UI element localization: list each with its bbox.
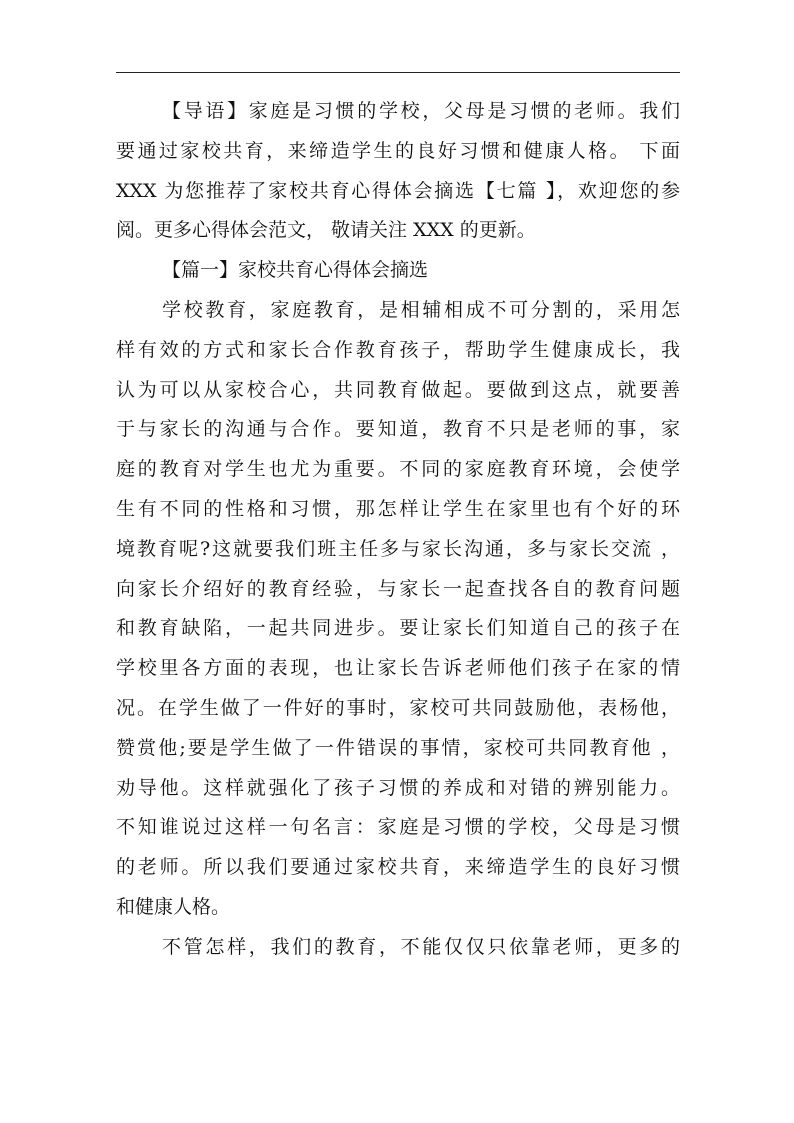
text-line: 向家长介绍好的教育经验，与家长一起查找各自的教育问题	[116, 577, 680, 600]
text-line: 生有不同的性格和习惯，那怎样让学生在家里也有个好的环	[116, 497, 680, 520]
text-line: 和健康人格。	[116, 895, 231, 918]
text-line: 【导语】家庭是习惯的学校，父母是习惯的老师。我们	[162, 100, 680, 122]
text-line: 于与家长的沟通与合作。要知道，教育不只是老师的事，家	[116, 418, 680, 441]
document-body	[116, 92, 680, 968]
text-line: 庭的教育对学生也尤为重要。不同的家庭教育环境，会使学	[116, 458, 680, 481]
text-line: 劝导他。这样就强化了孩子习惯的养成和对错的辨别能力。	[116, 776, 680, 799]
text-line: 学校里各方面的表现，也让家长告诉老师他们孩子在家的情	[116, 657, 680, 680]
text-line: 赞赏他;要是学生做了一件错误的事情，家校可共同教育他 ，	[116, 736, 680, 759]
text-line: 学校教育，家庭教育，是相辅相成不可分割的，采用怎	[162, 298, 680, 321]
text-line: 和教育缺陷，一起共同进步。要让家长们知道自己的孩子在	[116, 617, 680, 640]
text-line: 认为可以从家校合心，共同教育做起。要做到这点，就要善	[116, 378, 680, 401]
text-line: 况。在学生做了一件好的事时，家校可共同鼓励他，表杨他，	[116, 696, 680, 719]
text-line: 不知谁说过这样一句名言：家庭是习惯的学校，父母是习惯	[116, 816, 680, 839]
text-line: 的老师。所以我们要通过家校共育，来缔造学生的良好习惯	[116, 856, 680, 879]
text-line: XXX 为您推荐了家校共育心得体会摘选【七篇 】，欢迎您的参	[116, 179, 680, 202]
text-line: 阅。更多心得体会范文， 敬请关注 XXX 的更新。	[116, 219, 536, 242]
text-line: 样有效的方式和家长合作教育孩子，帮助学生健康成长，我	[116, 338, 680, 361]
text-line: 要通过家校共育，来缔造学生的良好习惯和健康人格。 下面	[116, 139, 680, 162]
text-line: 不管怎样，我们的教育，不能仅仅只依靠老师，更多的	[162, 935, 680, 958]
section-heading: 【篇一】家校共育心得体会摘选	[162, 259, 429, 282]
header-rule	[116, 72, 680, 73]
text-line: 境教育呢?这就要我们班主任多与家长沟通，多与家长交流 ，	[116, 537, 680, 560]
